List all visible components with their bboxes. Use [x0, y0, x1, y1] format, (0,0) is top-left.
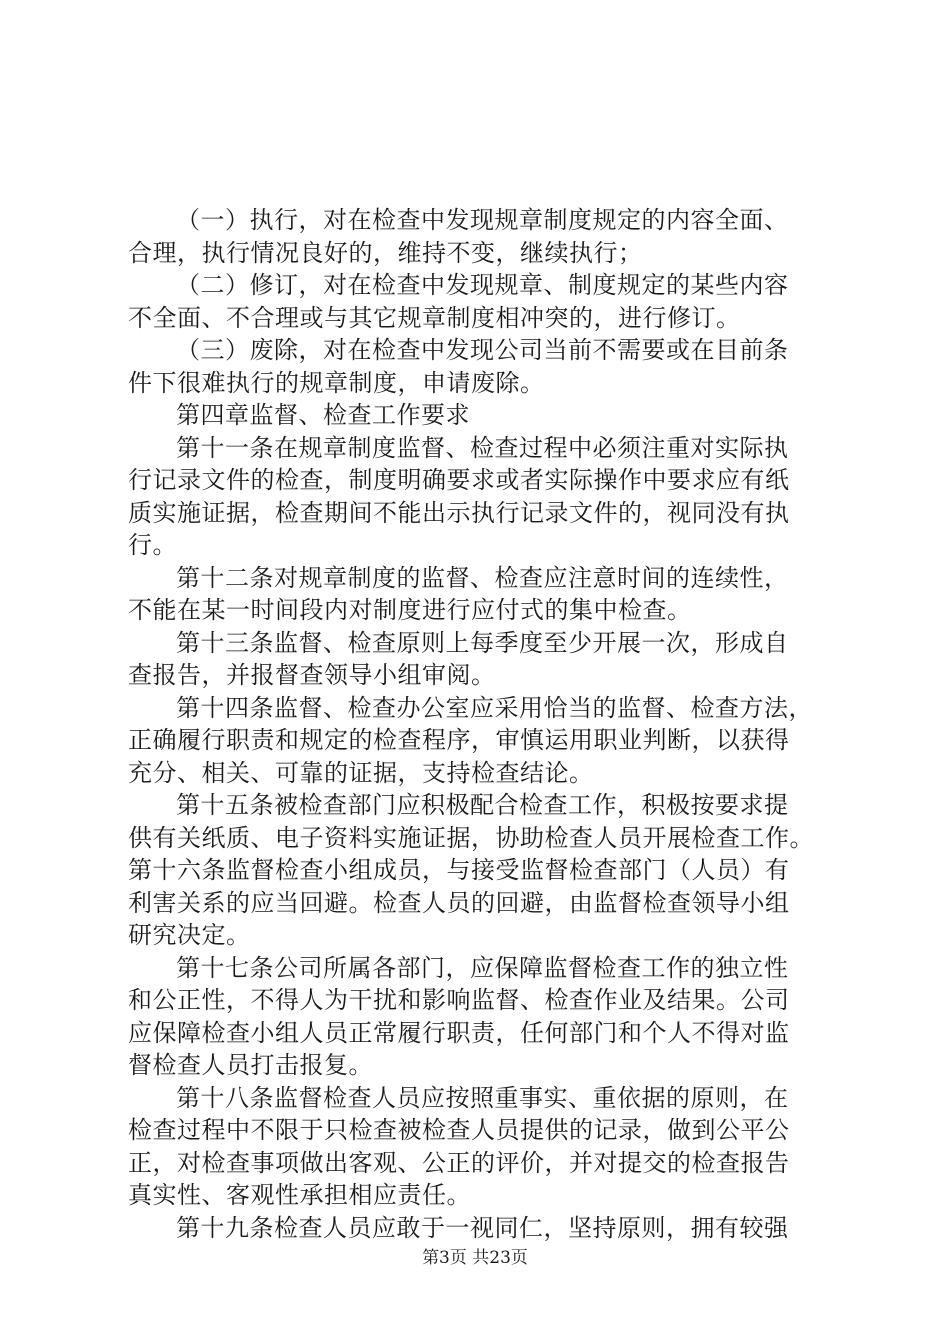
text-line: 研究决定。 — [128, 921, 251, 949]
document-body — [128, 204, 840, 1244]
text-line: 第十六条监督检查小组成员，与接受监督检查部门（人员）有 — [128, 856, 790, 884]
text-line: 不全面、不合理或与其它规章制度相冲突的，进行修订。 — [128, 303, 741, 332]
text-line: 应保障检查小组人员正常履行职责，任何部门和个人不得对监 — [128, 1018, 790, 1047]
text-line: 第四章监督、检查工作要求 — [176, 401, 470, 429]
text-line: 行记录文件的检查，制度明确要求或者实际操作中要求应有纸 — [128, 466, 790, 494]
text-line: 供有关纸质、电子资料实施证据，协助检查人员开展检查工作。 — [128, 823, 814, 852]
text-line: 质实施证据，检查期间不能出示执行记录文件的，视同没有执 — [128, 498, 790, 527]
text-line: 正确履行职责和规定的检查程序，审慎运用职业判断，以获得 — [128, 726, 790, 754]
text-line: 第十九条检查人员应敢于一视同仁，坚持原则，拥有较强 — [176, 1213, 789, 1242]
text-line: 第十七条公司所属各部门，应保障监督检查工作的独立性 — [176, 953, 789, 982]
text-line: 行。 — [128, 531, 177, 559]
text-line: 第十五条被检查部门应积极配合检查工作，积极按要求提 — [176, 791, 789, 819]
text-line: 利害关系的应当回避。检查人员的回避，由监督检查领导小组 — [128, 888, 790, 917]
text-line: 第十四条监督、检查办公室应采用恰当的监督、检查方法， — [176, 693, 813, 722]
text-line: 不能在某一时间段内对制度进行应付式的集中检查。 — [128, 596, 692, 624]
text-line: 充分、相关、可靠的证据，支持检查结论。 — [128, 758, 594, 787]
text-line: 第十三条监督、检查原则上每季度至少开展一次，形成自 — [176, 628, 789, 657]
text-line: 合理，执行情况良好的，维持不变，继续执行； — [128, 238, 643, 267]
text-line: 正，对检查事项做出客观、公正的评价，并对提交的检查报告 — [128, 1148, 790, 1177]
text-line: 第十八条监督检查人员应按照重事实、重依据的原则，在 — [176, 1083, 789, 1112]
text-line: 检查过程中不限于只检查被检查人员提供的记录，做到公平公 — [128, 1116, 790, 1144]
text-line: 真实性、客观性承担相应责任。 — [128, 1181, 471, 1209]
text-line: 查报告，并报督查领导小组审阅。 — [128, 661, 496, 689]
text-line: （二）修订，对在检查中发现规章、制度规定的某些内容 — [176, 271, 789, 299]
text-line: （三）废除，对在检查中发现公司当前不需要或在目前条 — [176, 336, 789, 364]
text-line: （一）执行，对在检查中发现规章制度规定的内容全面、 — [176, 206, 789, 234]
text-line: 件下很难执行的规章制度，申请废除。 — [128, 368, 545, 397]
text-line: 第十一条在规章制度监督、检查过程中必须注重对实际执 — [176, 433, 789, 462]
text-line: 第十二条对规章制度的监督、检查应注意时间的连续性， — [176, 563, 789, 592]
text-line: 督检查人员打击报复。 — [128, 1051, 373, 1079]
page-footer: 第3页 共23页 — [422, 1248, 528, 1268]
text-line: 和公正性，不得人为干扰和影响监督、检查作业及结果。公司 — [128, 986, 790, 1014]
